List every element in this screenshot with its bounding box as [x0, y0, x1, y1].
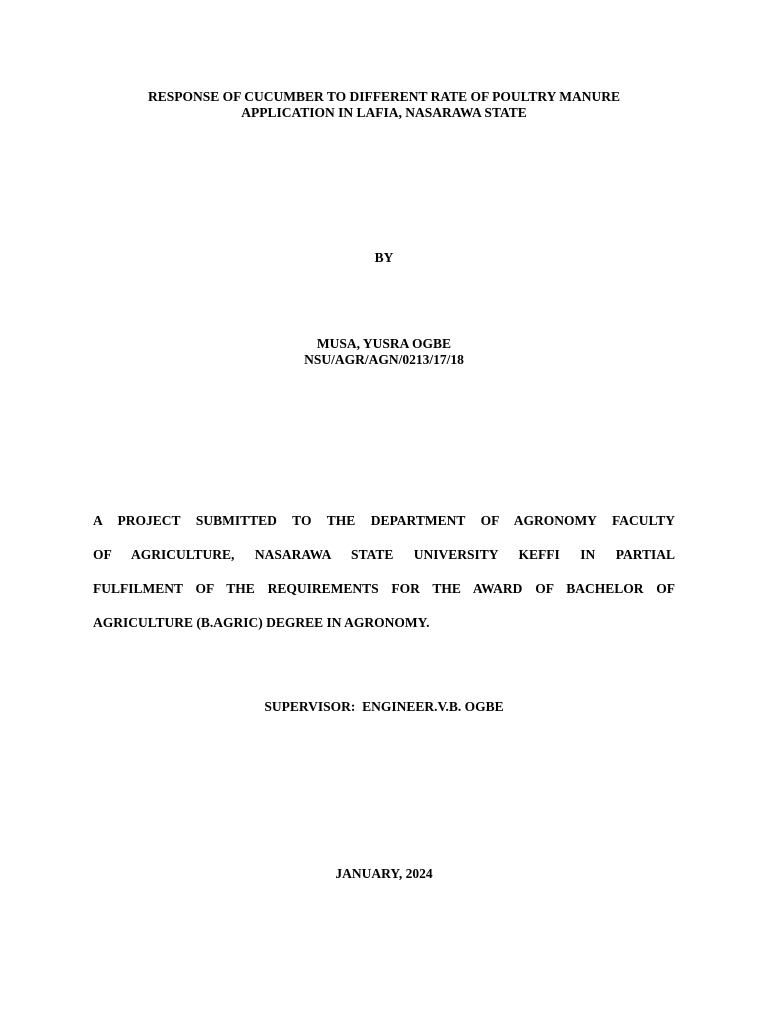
statement-line-4: AGRICULTURE (B.AGRIC) DEGREE IN AGRONOMY. — [93, 615, 430, 630]
registration-number: NSU/AGR/AGN/0213/17/18 — [304, 352, 464, 367]
submission-statement — [93, 504, 675, 640]
title-line-2: APPLICATION IN LAFIA, NASARAWA STATE — [241, 105, 527, 120]
statement-line-3: FULFILMENT OF THE REQUIREMENTS FOR THE AWARD OF BACHELOR OF — [93, 581, 675, 596]
title-line-1: RESPONSE OF CUCUMBER TO DIFFERENT RATE OF POULTRY MANURE — [147, 89, 621, 104]
statement-line-1: A PROJECT SUBMITTED TO THE DEPARTMENT OF AGRONOMY FACULTY — [93, 513, 675, 528]
supervisor-line: SUPERVISOR: ENGINEER.V.B. OGBE — [264, 699, 504, 714]
document-title — [0, 89, 768, 121]
author-name: MUSA, YUSRA OGBE — [316, 336, 452, 351]
by-label: BY — [374, 250, 394, 265]
author-block — [0, 336, 768, 368]
statement-line-2: OF AGRICULTURE, NASARAWA STATE UNIVERSITY KEFFI IN PARTIAL — [93, 547, 675, 562]
submission-date: JANUARY, 2024 — [335, 866, 433, 881]
